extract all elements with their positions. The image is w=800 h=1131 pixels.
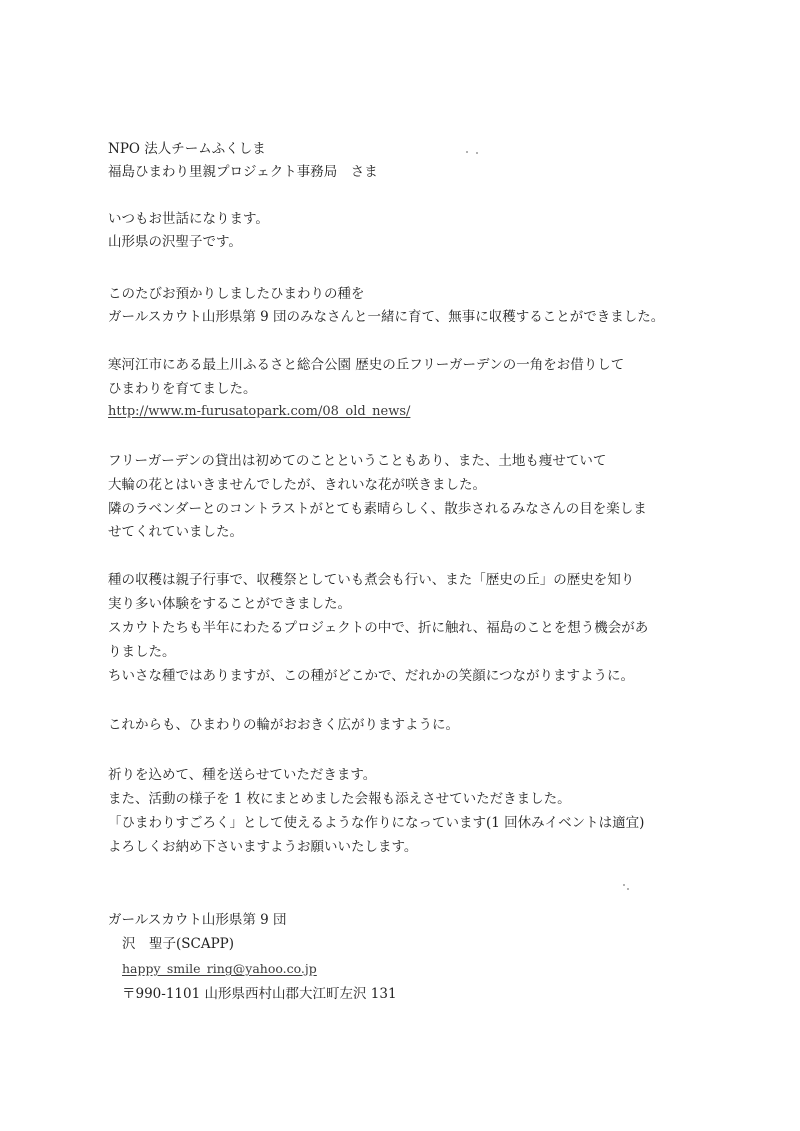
signature-name: 沢 聖子(SCAPP) [122, 936, 235, 952]
signature-organization: ガールスカウト山形県第 9 団 [108, 912, 287, 928]
body-line: 祈りを込めて、種を送らせていただきます。 [108, 767, 377, 783]
scan-speck [476, 152, 478, 154]
recipient-office: 福島ひまわり里親プロジェクト事務局 さま [108, 164, 378, 180]
signature-email-link[interactable]: happy_smile_ring@yahoo.co.jp [122, 961, 317, 976]
body-line: 種の収穫は親子行事で、収穫祭としていも煮会も行い、また「歴史の丘」の歴史を知り [108, 572, 635, 588]
body-line: このたびお預かりしましたひまわりの種を [108, 286, 365, 302]
body-line: ガールスカウト山形県第 9 団のみなさんと一緒に育て、無事に収穫することができました。 [108, 309, 665, 325]
scan-speck [627, 888, 629, 890]
body-line: スカウトたちも半年にわたるプロジェクトの中で、折に触れ、福島のことを想う機会があ [108, 620, 649, 636]
body-line: 実り多い体験をすることができました。 [108, 596, 351, 612]
self-introduction: 山形県の沢聖子です。 [108, 234, 242, 250]
recipient-organization: NPO 法人チームふくしま [108, 141, 266, 157]
body-line: ちいさな種ではありますが、この種がどこかで、だれかの笑顔につながりますように。 [108, 668, 634, 684]
scan-speck [466, 151, 468, 153]
scan-speck [623, 884, 625, 886]
body-line: フリーガーデンの貸出は初めてのことということもあり、また、土地も痩せていて [108, 453, 607, 469]
body-line: 隣のラベンダーとのコントラストがとても素晴らしく、散歩されるみなさんの目を楽しま [108, 501, 647, 517]
body-line: りました。 [108, 644, 176, 660]
body-line: また、活動の様子を 1 枚にまとめました会報も添えさせていただきました。 [108, 791, 571, 807]
body-line: ひまわりを育てました。 [108, 381, 257, 397]
body-line: これからも、ひまわりの輪がおおきく広がりますように。 [108, 717, 459, 733]
body-line: 大輪の花とはいきませんでしたが、きれいな花が咲きました。 [108, 477, 486, 493]
body-line: せてくれていました。 [108, 524, 243, 540]
park-url-link[interactable]: http://www.m-furusatopark.com/08_old_news/ [108, 404, 411, 419]
body-line: 「ひまわりすごろく」として使えるような作りになっています(1 回休みイベントは適宜) [108, 815, 645, 831]
body-line: 寒河江市にある最上川ふるさと総合公園 歴史の丘フリーガーデンの一角をお借りして [108, 357, 625, 373]
signature-address: 〒990-1101 山形県西村山郡大江町左沢 131 [122, 986, 397, 1002]
greeting-line: いつもお世話になります。 [108, 211, 269, 227]
closing-line: よろしくお納め下さいますようお願いいたします。 [108, 839, 418, 855]
